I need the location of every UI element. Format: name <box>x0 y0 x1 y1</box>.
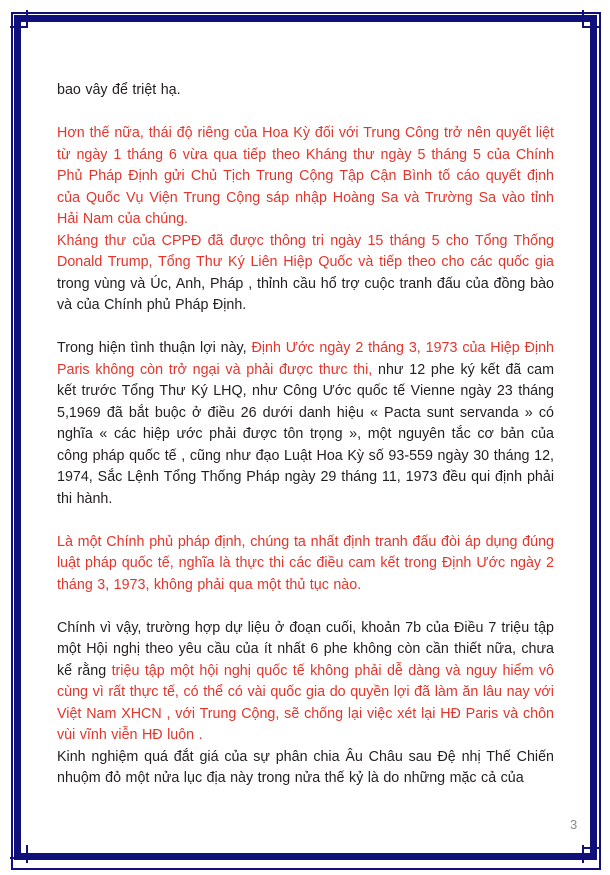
text-segment: Định Ước ngày 2 tháng 3, 1973 của Hiệp Định Paris không còn trở ngại và phải được thưc thi, <box>57 340 554 378</box>
text-segment: Hơn thế nữa, thái độ riêng của Hoa Kỳ đối với Trung Công trở nên quyết liệt từ ngày 1 tháng 6 vừa qua tiếp theo Kháng thư ngày 5 tháng 5 của Chính Phủ Pháp Định gửi Chủ Tịch Trung Cộng Tập Cận Bình tố cáo quyết định của Quốc Vụ Viện Trung Cộng sáp nhập Hoàng Sa và Trường Sa vào tỉnh Hải Nam của chúng. <box>57 125 554 227</box>
text-segment: trong vùng và Úc, Anh, Pháp , thỉnh cầu hổ trợ cuộc tranh đấu của đồng bào và của Chính phủ Pháp Định. <box>57 275 554 313</box>
border-corner-tick <box>582 847 600 849</box>
border-corner-tick <box>26 845 28 863</box>
text-segment: triệu tập một hội nghị quốc tế không phải dễ dàng và nguy hiểm vô cùng vì rất thực tế, có thể có vài quốc gia do quyền lợi đã làm ăn lâu nay với Việt Nam XHCN , với Trung Cộng, sẽ chống lại việc xét lại HĐ Paris và chôn vùi vĩnh viễn HĐ luôn . <box>57 662 554 743</box>
paragraph <box>57 123 554 231</box>
text-segment: bao vây để triệt hạ. <box>57 82 181 98</box>
border-corner-tick <box>582 26 600 28</box>
border-corner-tick <box>10 857 28 859</box>
paragraph <box>57 338 554 510</box>
text-segment: như 12 phe ký kết đã cam kết trước Tổng Thư Ký LHQ, như Công Ước quốc tế Vienne ngày 23 tháng 5,1969 đã bắt buộc ở điều 26 dưới danh hiệu « Pacta sunt servanda » có nghĩa « các hiệp ước phải được tôn trọng », một nguyên tắc cơ bản của công pháp quốc tế , cũng như đạo Luật Hoa Kỳ số 93-559 ngày 30 tháng 12, 1974, Sắc Lệnh Tổng Thống Pháp ngày 29 tháng 11, 1973 đều qui định phải thi hành. <box>57 361 554 507</box>
paragraph <box>57 231 554 317</box>
border-corner-tick <box>10 26 28 28</box>
text-segment: Kinh nghiệm quá đắt giá của sự phân chia Âu Châu sau Đệ nhị Thế Chiến nhuộm đỏ một nửa lục địa này trong nửa thế kỷ là do những mặc cả của <box>57 748 554 786</box>
text-segment: Kháng thư của CPPĐ đã được thông tri ngày 15 tháng 5 cho Tổng Thống Donald Trump, Tổng Thư Ký Liên Hiệp Quốc và tiếp theo cho các quốc gia <box>57 232 554 270</box>
paragraph <box>57 618 554 747</box>
text-segment: Trong hiện tình thuận lợi này, <box>57 340 252 356</box>
document-body <box>57 80 554 790</box>
page-number: 3 <box>570 817 578 832</box>
text-segment: Là một Chính phủ pháp định, chúng ta nhất định tranh đấu đòi áp dụng đúng luật pháp quốc tế, nghĩa là thực thi các điều cam kết trong Định Ước ngày 2 tháng 3, 1973, không phải qua một thủ tục nào. <box>57 533 554 593</box>
paragraph <box>57 747 554 790</box>
paragraph <box>57 532 554 597</box>
text-segment: Chính vì vậy, trường hợp dự liệu ở đoạn cuối, khoản 7b của Điều 7 triệu tập một Hội nghị theo yêu cầu của ít nhất 6 phe không còn cần thiết nữa, chưa kể rằng <box>57 619 554 679</box>
paragraph <box>57 80 554 102</box>
